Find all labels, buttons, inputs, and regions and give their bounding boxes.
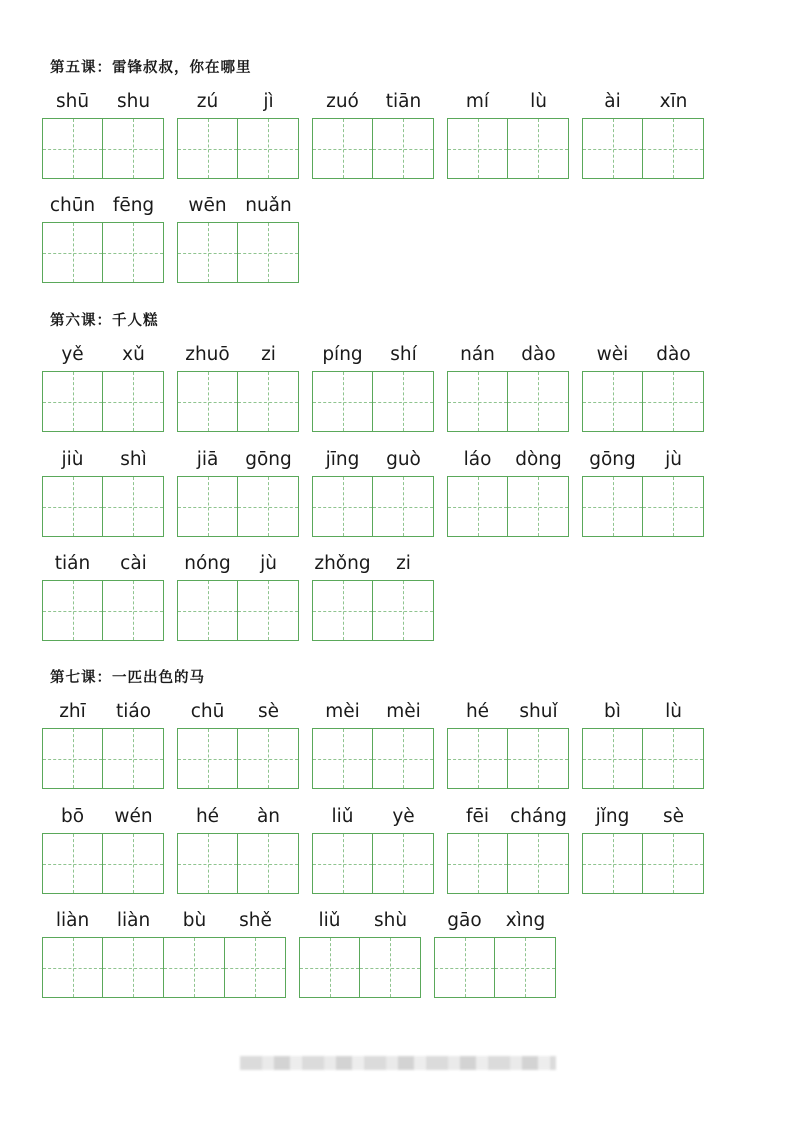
word-group bbox=[42, 907, 286, 997]
writing-grid-cell[interactable] bbox=[238, 476, 299, 537]
writing-grid-cell[interactable] bbox=[238, 371, 299, 432]
writing-grid-cell[interactable] bbox=[447, 371, 508, 432]
writing-grid-cell[interactable] bbox=[42, 728, 103, 789]
word-group bbox=[42, 698, 164, 788]
writing-grid-cell[interactable] bbox=[373, 833, 434, 894]
writing-grid-cell[interactable] bbox=[508, 476, 569, 537]
pinyin-label: gōng bbox=[589, 449, 636, 470]
writing-grid-cell[interactable] bbox=[582, 371, 643, 432]
pinyin-label: shì bbox=[120, 449, 147, 470]
word-group bbox=[312, 698, 434, 788]
word-group bbox=[177, 446, 299, 536]
pinyin-label: jiù bbox=[61, 449, 84, 470]
pinyin-label: nuǎn bbox=[245, 195, 292, 216]
writing-grid-cell[interactable] bbox=[373, 476, 434, 537]
writing-grid-cell[interactable] bbox=[225, 937, 286, 998]
writing-grid-cell[interactable] bbox=[299, 937, 360, 998]
pinyin-label: zi bbox=[396, 553, 411, 574]
pinyin-label: jù bbox=[665, 449, 682, 470]
writing-grid-cell[interactable] bbox=[495, 937, 556, 998]
writing-grid-cell[interactable] bbox=[312, 476, 373, 537]
writing-grid-cell[interactable] bbox=[508, 371, 569, 432]
writing-grid-cell[interactable] bbox=[447, 833, 508, 894]
pinyin-label: sè bbox=[662, 806, 685, 827]
word-group bbox=[582, 341, 704, 431]
word-group bbox=[312, 550, 434, 640]
word-group bbox=[42, 550, 164, 640]
word-group bbox=[582, 803, 704, 893]
writing-grid-cell[interactable] bbox=[373, 118, 434, 179]
word-group bbox=[447, 88, 569, 178]
writing-grid-cell[interactable] bbox=[582, 833, 643, 894]
pinyin-label: hé bbox=[195, 806, 220, 827]
pinyin-label: guò bbox=[386, 449, 421, 470]
writing-grid-cell[interactable] bbox=[177, 118, 238, 179]
writing-grid-cell[interactable] bbox=[103, 580, 164, 641]
blurred-footer bbox=[240, 1056, 556, 1070]
pinyin-label: ài bbox=[604, 91, 621, 112]
pinyin-label: jì bbox=[263, 91, 274, 112]
writing-grid-cell[interactable] bbox=[508, 728, 569, 789]
pinyin-label: wén bbox=[114, 806, 153, 827]
writing-grid-cell[interactable] bbox=[177, 580, 238, 641]
writing-grid-cell[interactable] bbox=[582, 728, 643, 789]
word-group bbox=[42, 192, 164, 282]
writing-grid-cell[interactable] bbox=[643, 371, 704, 432]
pinyin-label: nán bbox=[460, 344, 495, 365]
writing-grid-cell[interactable] bbox=[103, 222, 164, 283]
pinyin-label: liàn bbox=[55, 910, 90, 931]
pinyin-label: dào bbox=[521, 344, 556, 365]
writing-grid-cell[interactable] bbox=[643, 118, 704, 179]
writing-grid-cell[interactable] bbox=[103, 728, 164, 789]
writing-grid-cell[interactable] bbox=[42, 580, 103, 641]
pinyin-label: cháng bbox=[510, 806, 567, 827]
word-group bbox=[42, 341, 164, 431]
pinyin-label: chūn bbox=[49, 195, 96, 216]
writing-grid-cell[interactable] bbox=[373, 580, 434, 641]
writing-grid-cell[interactable] bbox=[42, 222, 103, 283]
pinyin-label: bì bbox=[604, 701, 621, 722]
pinyin-label: bù bbox=[182, 910, 207, 931]
pinyin-label: gōng bbox=[245, 449, 292, 470]
writing-grid-cell[interactable] bbox=[103, 476, 164, 537]
writing-grid-cell[interactable] bbox=[103, 937, 164, 998]
pinyin-label: tián bbox=[54, 553, 91, 574]
pinyin-label: cài bbox=[120, 553, 147, 574]
writing-grid-cell[interactable] bbox=[42, 833, 103, 894]
writing-grid-cell[interactable] bbox=[447, 728, 508, 789]
writing-grid-cell[interactable] bbox=[238, 222, 299, 283]
pinyin-label: wèi bbox=[596, 344, 629, 365]
pinyin-label: shū bbox=[55, 91, 90, 112]
pinyin-label: dào bbox=[656, 344, 691, 365]
word-group bbox=[447, 803, 569, 893]
pinyin-label: xǔ bbox=[122, 344, 145, 365]
pinyin-label: liǔ bbox=[318, 910, 341, 931]
writing-grid-cell[interactable] bbox=[508, 118, 569, 179]
pinyin-label: zhī bbox=[59, 701, 86, 722]
word-group bbox=[447, 698, 569, 788]
pinyin-label: láo bbox=[463, 449, 492, 470]
writing-grid-cell[interactable] bbox=[42, 937, 103, 998]
writing-grid-cell[interactable] bbox=[238, 833, 299, 894]
pinyin-label: gāo bbox=[447, 910, 482, 931]
writing-grid-cell[interactable] bbox=[164, 937, 225, 998]
writing-grid-cell[interactable] bbox=[312, 371, 373, 432]
writing-grid-cell[interactable] bbox=[103, 833, 164, 894]
writing-grid-cell[interactable] bbox=[177, 833, 238, 894]
pinyin-label: xìng bbox=[505, 910, 546, 931]
writing-grid-cell[interactable] bbox=[42, 476, 103, 537]
pinyin-label: mèi bbox=[325, 701, 360, 722]
pinyin-label: liǔ bbox=[331, 806, 354, 827]
word-group bbox=[177, 341, 299, 431]
writing-grid-cell[interactable] bbox=[177, 222, 238, 283]
pinyin-label: wēn bbox=[188, 195, 227, 216]
writing-grid-cell[interactable] bbox=[177, 371, 238, 432]
pinyin-label: àn bbox=[256, 806, 281, 827]
writing-grid-cell[interactable] bbox=[42, 371, 103, 432]
pinyin-label: lù bbox=[530, 91, 547, 112]
word-group bbox=[299, 907, 421, 997]
writing-grid-cell[interactable] bbox=[42, 118, 103, 179]
writing-grid-cell[interactable] bbox=[582, 118, 643, 179]
writing-grid-cell[interactable] bbox=[312, 118, 373, 179]
writing-grid-cell[interactable] bbox=[373, 371, 434, 432]
pinyin-label: yě bbox=[61, 344, 84, 365]
pinyin-label: yè bbox=[392, 806, 415, 827]
word-group bbox=[447, 446, 569, 536]
writing-grid-cell[interactable] bbox=[508, 833, 569, 894]
word-group bbox=[434, 907, 556, 997]
word-group bbox=[177, 192, 299, 282]
word-group bbox=[42, 803, 164, 893]
pinyin-label: bō bbox=[60, 806, 85, 827]
writing-grid-cell[interactable] bbox=[434, 937, 495, 998]
word-group bbox=[582, 446, 704, 536]
pinyin-label: sè bbox=[257, 701, 280, 722]
writing-grid-cell[interactable] bbox=[177, 728, 238, 789]
pinyin-label: mí bbox=[465, 91, 490, 112]
word-group bbox=[177, 803, 299, 893]
pinyin-label: zú bbox=[196, 91, 219, 112]
writing-grid-cell[interactable] bbox=[312, 833, 373, 894]
writing-grid-cell[interactable] bbox=[643, 833, 704, 894]
word-group bbox=[447, 341, 569, 431]
pinyin-label: mèi bbox=[386, 701, 421, 722]
pinyin-label: tiān bbox=[385, 91, 422, 112]
writing-grid-cell[interactable] bbox=[103, 118, 164, 179]
pinyin-label: jù bbox=[260, 553, 277, 574]
lesson-title: 第五课：雷锋叔叔，你在哪里 bbox=[50, 59, 252, 76]
pinyin-label: liàn bbox=[116, 910, 151, 931]
writing-grid-cell[interactable] bbox=[360, 937, 421, 998]
word-group bbox=[312, 803, 434, 893]
pinyin-label: nóng bbox=[184, 553, 231, 574]
writing-grid-cell[interactable] bbox=[177, 476, 238, 537]
writing-grid-cell[interactable] bbox=[103, 371, 164, 432]
writing-grid-cell[interactable] bbox=[238, 118, 299, 179]
pinyin-label: shu bbox=[116, 91, 151, 112]
pinyin-label: fēi bbox=[465, 806, 490, 827]
pinyin-label: shù bbox=[373, 910, 408, 931]
word-group bbox=[582, 88, 704, 178]
writing-grid-cell[interactable] bbox=[447, 476, 508, 537]
pinyin-label: zhuō bbox=[185, 344, 230, 365]
pinyin-label: shí bbox=[390, 344, 417, 365]
word-group bbox=[177, 550, 299, 640]
pinyin-label: jǐng bbox=[595, 806, 630, 827]
pinyin-label: dòng bbox=[515, 449, 562, 470]
pinyin-label: zhǒng bbox=[314, 553, 371, 574]
pinyin-label: chū bbox=[190, 701, 225, 722]
writing-grid-cell[interactable] bbox=[373, 728, 434, 789]
word-group bbox=[177, 698, 299, 788]
pinyin-label: xīn bbox=[659, 91, 688, 112]
word-group bbox=[312, 341, 434, 431]
pinyin-label: lù bbox=[665, 701, 682, 722]
pinyin-label: zuó bbox=[326, 91, 359, 112]
word-group bbox=[177, 88, 299, 178]
pinyin-label: zi bbox=[261, 344, 276, 365]
word-group bbox=[582, 698, 704, 788]
writing-grid-cell[interactable] bbox=[582, 476, 643, 537]
word-group bbox=[312, 88, 434, 178]
lesson-title: 第七课：一匹出色的马 bbox=[50, 669, 205, 686]
writing-grid-cell[interactable] bbox=[643, 728, 704, 789]
pinyin-label: hé bbox=[465, 701, 490, 722]
writing-grid-cell[interactable] bbox=[238, 728, 299, 789]
word-group bbox=[42, 446, 164, 536]
word-group bbox=[42, 88, 164, 178]
writing-grid-cell[interactable] bbox=[643, 476, 704, 537]
pinyin-label: fēng bbox=[112, 195, 155, 216]
writing-grid-cell[interactable] bbox=[312, 580, 373, 641]
pinyin-label: píng bbox=[322, 344, 363, 365]
writing-grid-cell[interactable] bbox=[238, 580, 299, 641]
writing-grid-cell[interactable] bbox=[447, 118, 508, 179]
pinyin-label: tiáo bbox=[115, 701, 152, 722]
writing-grid-cell[interactable] bbox=[312, 728, 373, 789]
pinyin-label: jiā bbox=[196, 449, 219, 470]
word-group bbox=[312, 446, 434, 536]
pinyin-label: shě bbox=[239, 910, 272, 931]
pinyin-label: jīng bbox=[325, 449, 360, 470]
lesson-title: 第六课：千人糕 bbox=[50, 312, 159, 329]
pinyin-label: shuǐ bbox=[519, 701, 558, 722]
